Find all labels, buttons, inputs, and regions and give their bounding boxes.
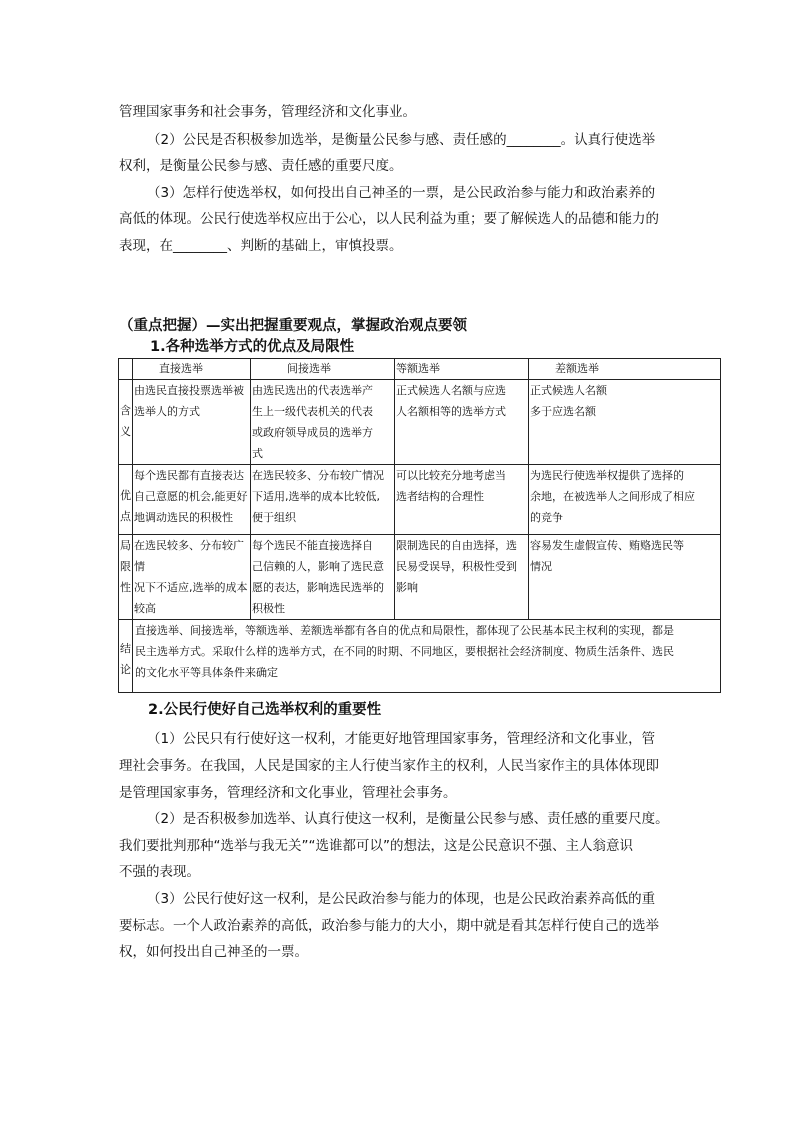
- table-cell: 由选民选出的代表选举产 生上一级代表机关的代表 或政府领导成员的选举方 式: [251, 380, 395, 465]
- conclusion-cell: 直接选举、间接选举，等额选举、差额选举都有各自的优点和局限性，都体现了公民基本民主权利的实现，都是 民主选举方式。采取什么样的选举方式，在不同的时期、不同地区，要根据社会经济制度、物质生活条件、选民 的文化水平等具体条件来确定: [133, 620, 721, 693]
- row-label-limitations: 局 限 性: [119, 535, 133, 620]
- table-row: [119, 465, 721, 535]
- table-cell: 在选民较多、分布较广情 况下不适应,选举的成本 较高: [133, 535, 251, 620]
- table-cell: 每个选民都有直接表达 自己意愿的机会,能更好 地调动选民的积极性: [133, 465, 251, 535]
- table-cell: 由选民直接投票选举被 选举人的方式: [133, 380, 251, 465]
- table-cell: 为选民行使选举权提供了选择的 余地，在被选举人之间形成了相应 的竞争: [529, 465, 721, 535]
- intro-paragraph-2-line: 权利，是衡量公民参与感、责任感的重要尺度。: [119, 158, 403, 174]
- table-row: [119, 380, 721, 465]
- row-label-conclusion: 结 论: [119, 620, 133, 693]
- election-methods-table: [118, 358, 721, 693]
- row-label-meaning: 含 义: [119, 380, 133, 465]
- header-competitive-election: 差额选举: [529, 359, 721, 380]
- table-cell: 在选民较多、分布较广情况 下适用,选举的成本比较低, 便于组织: [251, 465, 395, 535]
- intro-paragraph-3-line: 表现，在________、判断的基础上，审慎投票。: [119, 238, 403, 254]
- subsection-title-1: 1.各种选举方式的优点及局限性: [150, 339, 355, 355]
- point-2-line: 我们要批判那种“选举与我无关”“选谁都可以”的想法，这是公民意识不强、主人翁意识: [119, 838, 633, 854]
- point-3-line: 权，如何投出自己神圣的一票。: [119, 944, 308, 960]
- point-1-line: 理社会事务。在我国，人民是国家的主人行使当家作主的权利，人民当家作主的具体体现即: [119, 758, 659, 774]
- intro-paragraph-2-line: （2）公民是否积极参加选举，是衡量公民参与感、责任感的________。认真行使选举: [147, 132, 656, 148]
- intro-line: 管理国家事务和社会事务，管理经济和文化事业。: [119, 104, 416, 120]
- point-3-line: （3）公民行使好这一权利，是公民政治参与能力的体现，也是公民政治素养高低的重: [147, 891, 656, 907]
- table-cell: 可以比较充分地考虑当 选者结构的合理性: [395, 465, 529, 535]
- header-blank-cell: [119, 359, 133, 380]
- intro-paragraph-3-line: 高低的体现。公民行使选举权应出于公心，以人民利益为重；要了解候选人的品德和能力的: [119, 211, 659, 227]
- intro-paragraph-3-line: （3）怎样行使选举权，如何投出自己神圣的一票，是公民政治参与能力和政治素养的: [147, 185, 656, 201]
- table-cell: 正式候选人名额与应选 人名额相等的选举方式: [395, 380, 529, 465]
- table-cell: 正式候选人名额 多于应选名额: [529, 380, 721, 465]
- table-cell: 容易发生虚假宣传、贿赂选民等 情况: [529, 535, 721, 620]
- subsection-title-2: 2.公民行使好自己选举权利的重要性: [148, 702, 382, 718]
- table-row: [119, 535, 721, 620]
- table-cell: 每个选民不能直接选择自 己信赖的人，影响了选民意 愿的表达，影响选民选举的 积极性: [251, 535, 395, 620]
- point-2-line: （2）是否积极参加选举、认真行使这一权利，是衡量公民参与感、责任感的重要尺度。: [147, 811, 669, 827]
- point-1-line: （1）公民只有行使好这一权利，才能更好地管理国家事务，管理经济和文化事业，管: [147, 731, 656, 747]
- table-row-conclusion: [119, 620, 721, 693]
- point-3-line: 要标志。一个人政治素养的高低，政治参与能力的大小，期中就是看其怎样行使自己的选举: [119, 918, 659, 934]
- header-indirect-election: 间接选举: [251, 359, 395, 380]
- table-header-row: [119, 359, 721, 380]
- header-equal-election: 等额选举: [395, 359, 529, 380]
- row-label-advantages: 优 点: [119, 465, 133, 535]
- header-direct-election: 直接选举: [133, 359, 251, 380]
- table-cell: 限制选民的自由选择，选 民易受误导，积极性受到 影响: [395, 535, 529, 620]
- point-2-line: 不强的表现。: [119, 864, 200, 880]
- point-1-line: 是管理国家事务，管理经济和文化事业，管理社会事务。: [119, 785, 457, 801]
- section-title: （重点把握）—实出把握重要观点，掌握政治观点要领: [119, 318, 467, 334]
